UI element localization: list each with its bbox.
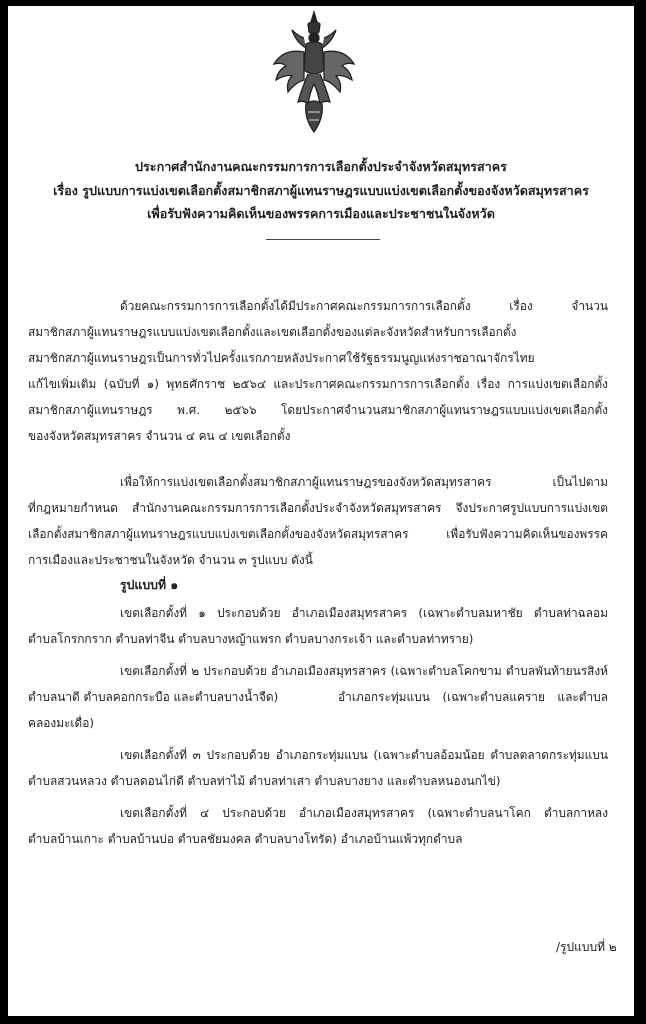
paragraph-1-line: แก้ไขเพิ่มเติม (ฉบับที่ ๑) พุทธศักราช ๒๕๖๔ และประกาศคณะกรรมการการเลือกตั้ง เรื่อง การแบ่งเขตเลือกตั้ง [28,377,608,391]
zone-3-line: ตำบลสวนหลวง ตำบลดอนไก่ดี ตำบลท่าไม้ ตำบลท่าเสา ตำบลบางยาง และตำบลหนองนกไข่) [28,774,501,788]
paragraph-2-line: การเมืองและประชาชนในจังหวัด จำนวน ๓ รูปแบบ ดังนี้ [28,553,313,567]
title-line-2: เรื่อง รูปแบบการแบ่งเขตเลือกตั้งสมาชิกสภาผู้แทนราษฎรแบบแบ่งเขตเลือกตั้งของจังหวัดสมุทรสาคร [53,183,589,198]
title-line-3: เพื่อรับฟังความคิดเห็นของพรรคการเมืองและประชาชนในจังหวัด [147,206,495,221]
zone-2-line: อำเภอกระทุ่มแบน (เฉพาะตำบลแคราย และตำบล [338,690,608,704]
zone-2-line: เขตเลือกตั้งที่ ๒ ประกอบด้วย อำเภอเมืองสมุทรสาคร (เฉพาะตำบลโคกขาม ตำบลพันท้ายนรสิงห์ [120,664,608,678]
paragraph-1-line: สมาชิกสภาผู้แทนราษฎรเป็นการทั่วไปครั้งแรกภายหลังประกาศใช้รัฐธรรมนูญแห่งราชอาณาจักรไทย [28,351,535,365]
paragraph-1-line: สมาชิกสภาผู้แทนราษฎรแบบแบ่งเขตเลือกตั้งและเขตเลือกตั้งของแต่ละจังหวัดสำหรับการเลือกตั้ง [28,325,517,339]
title-divider [266,239,380,240]
paragraph-1-line: ด้วยคณะกรรมการการเลือกตั้งได้มีประกาศคณะกรรมการการเลือกตั้ง เรื่อง จำนวน [120,299,608,313]
zone-4-line: ตำบลบ้านเกาะ ตำบลบ้านบ่อ ตำบลชัยมงคล ตำบลบางโทรัด) อำเภอบ้านแพ้วทุกตำบล [28,832,463,846]
title-line-1: ประกาศสำนักงานคณะกรรมการการเลือกตั้งประจำจังหวัดสมุทรสาคร [135,159,507,174]
paragraph-2-line: เพื่อให้การแบ่งเขตเลือกตั้งสมาชิกสภาผู้แทนราษฎรของจังหวัดสมุทรสาคร เป็นไปตาม [120,475,608,489]
garuda-emblem-icon [272,8,356,136]
document-page [8,6,634,1016]
zone-3-line: เขตเลือกตั้งที่ ๓ ประกอบด้วย อำเภอกระทุ่มแบน (เฉพาะตำบลอ้อมน้อย ตำบลตลาดกระทุ่มแบน [120,748,608,762]
section-heading: รูปแบบที่ ๑ [120,578,179,592]
paragraph-2-line: เลือกตั้งสมาชิกสภาผู้แทนราษฎรแบบแบ่งเขตเลือกตั้งของจังหวัดสมุทรสาคร เพื่อรับฟังความคิดเห็นของพรรค [28,527,608,541]
paragraph-1-line: สมาชิกสภาผู้แทนราษฎร พ.ศ. ๒๕๖๖ โดยประกาศจำนวนสมาชิกสภาผู้แทนราษฎรแบบแบ่งเขตเลือกตั้ง [28,403,608,417]
paragraph-2-line: ที่กฎหมายกำหนด สำนักงานคณะกรรมการการเลือกตั้งประจำจังหวัดสมุทรสาคร จึงประกาศรูปแบบการแบ่งเขต [28,501,608,515]
zone-2-line: ตำบลนาดี ตำบลคอกกระบือ และตำบลบางน้ำจืด) [28,690,279,704]
zone-1-line: ตำบลโกรกกราก ตำบลท่าจีน ตำบลบางหญ้าแพรก ตำบลบางกระเจ้า และตำบลท่าทราย) [28,632,474,646]
paragraph-1-line: ของจังหวัดสมุทรสาคร จำนวน ๔ คน ๔ เขตเลือกตั้ง [28,429,291,443]
zone-1-line: เขตเลือกตั้งที่ ๑ ประกอบด้วย อำเภอเมืองสมุทรสาคร (เฉพาะตำบลมหาชัย ตำบลท่าฉลอม [120,606,608,620]
zone-4-line: เขตเลือกตั้งที่ ๔ ประกอบด้วย อำเภอเมืองสมุทรสาคร (เฉพาะตำบลนาโคก ตำบลกาหลง [120,806,608,820]
zone-2-line: คลองมะเดื่อ) [28,716,94,730]
continued-note: /รูปแบบที่ ๒ [556,940,617,954]
